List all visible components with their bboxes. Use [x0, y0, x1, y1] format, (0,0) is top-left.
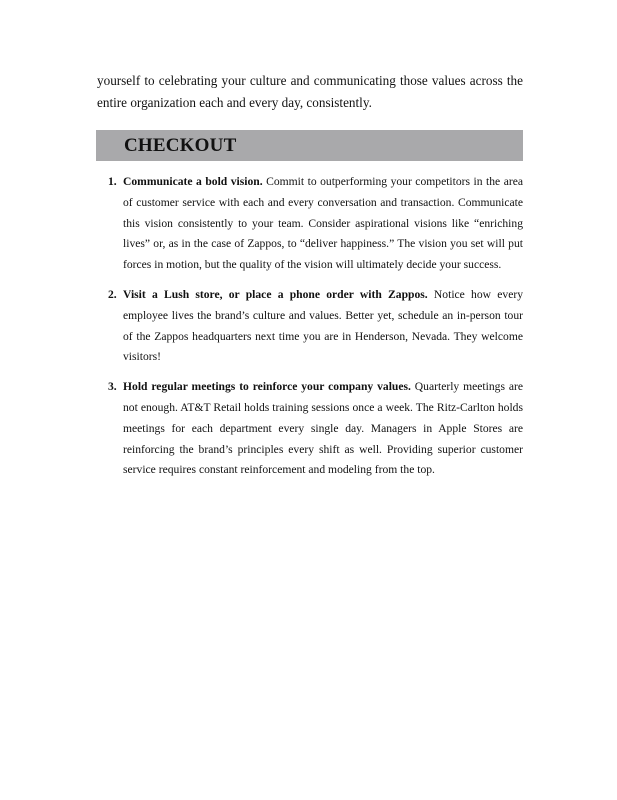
- section-title: CHECKOUT: [124, 135, 237, 156]
- list-item: [108, 285, 523, 368]
- checkout-list: [108, 172, 523, 490]
- item-body: Notice how every employee lives the brand’s culture and values. Better yet, schedule an in-person tour of the Zappos headquarters next time you are in Henderson, Nevada. They welcome visitors!: [123, 287, 523, 364]
- item-lead: Visit a Lush store, or place a phone order with Zappos.: [123, 287, 434, 301]
- item-lead: Communicate a bold vision.: [123, 175, 267, 188]
- item-number: 3.: [108, 380, 117, 394]
- item-number: 2.: [108, 287, 117, 301]
- checkout-banner: [96, 130, 523, 161]
- item-body: Commit to outperforming your competitors in the area of customer service with each and every conversation and transaction. Communicate this vision consistently to your team. Consider aspirational visions like “enriching lives” or, as in the case of Zappos, to “deliver happiness.” The vision you set will put forces in motion, but the quality of the vision will ultimately decide your success.: [123, 175, 523, 272]
- item-number: 1.: [108, 175, 117, 188]
- item-lead: Hold regular meetings to reinforce your company values.: [123, 380, 415, 394]
- intro-paragraph: yourself to celebrating your culture and communicating those values across the entire organization each and every day, consistently.: [97, 73, 523, 110]
- list-item: [108, 172, 523, 276]
- item-body: Quarterly meetings are not enough. AT&T Retail holds training sessions once a week. The Ritz-Carlton holds meetings for each department every single day. Managers in Apple Stores are reinforcing the brand’s principles every shift as well. Providing superior customer service requires constant reinforcement and modeling from the top.: [123, 380, 523, 477]
- list-item: [108, 377, 523, 481]
